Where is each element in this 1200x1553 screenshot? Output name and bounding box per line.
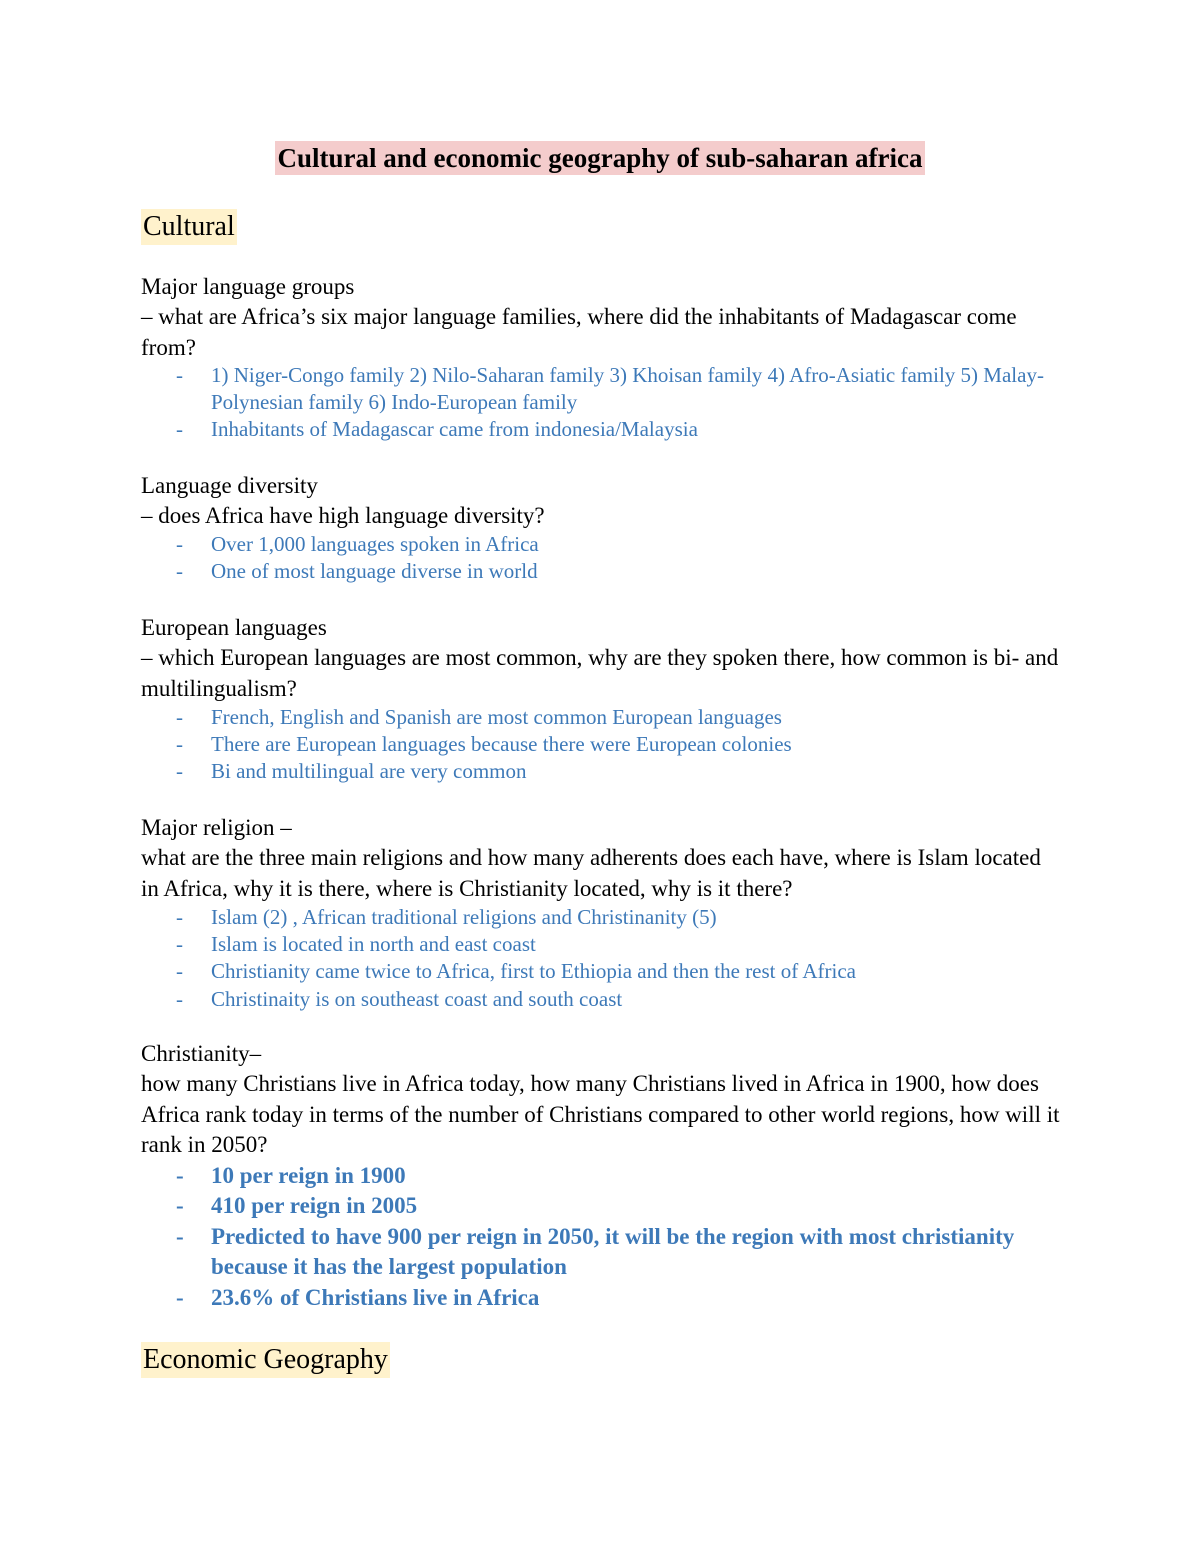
section-heading-economic-geography: Economic Geography bbox=[141, 1342, 390, 1378]
answer-item: - 10 per reign in 1900 bbox=[176, 1161, 1066, 1191]
answer-item: - Bi and multilingual are very common bbox=[176, 758, 1066, 785]
answer-list-christianity bbox=[176, 1161, 1066, 1313]
topic-heading-european-languages: European languages bbox=[141, 615, 327, 640]
topic-question-european-languages: – which European languages are most common, why are they spoken there, how common is bi- and multilingualism? bbox=[141, 645, 1059, 701]
answer-item: - Inhabitants of Madagascar came from indonesia/Malaysia bbox=[176, 416, 1066, 443]
topic-heading-language-groups: Major language groups bbox=[141, 274, 355, 299]
topic-heading-language-diversity: Language diversity bbox=[141, 473, 318, 498]
answer-item: - There are European languages because there were European colonies bbox=[176, 731, 1066, 758]
answer-item: - 410 per reign in 2005 bbox=[176, 1191, 1066, 1221]
answer-list-language-diversity bbox=[176, 531, 1066, 585]
document-title: Cultural and economic geography of sub-saharan africa bbox=[277, 143, 923, 173]
answer-item: - 23.6% of Christians live in Africa bbox=[176, 1283, 1066, 1313]
answer-item: - French, English and Spanish are most common European languages bbox=[176, 704, 1066, 731]
answer-list-major-religion bbox=[176, 904, 1066, 1013]
answer-item: - Islam is located in north and east coast bbox=[176, 931, 1066, 958]
topic-question-language-groups: – what are Africa’s six major language families, where did the inhabitants of Madagascar come from? bbox=[141, 304, 1017, 360]
answer-item: - Over 1,000 languages spoken in Africa bbox=[176, 531, 1066, 558]
answer-item: - Islam (2) , African traditional religions and Christinanity (5) bbox=[176, 904, 1066, 931]
answer-item: - One of most language diverse in world bbox=[176, 558, 1066, 585]
answer-item: - Predicted to have 900 per reign in 2050, it will be the region with most christianity because it has the largest population bbox=[176, 1222, 1066, 1283]
answer-item: - Christinaity is on southeast coast and south coast bbox=[176, 986, 1066, 1013]
topic-heading-major-religion: Major religion – bbox=[141, 815, 292, 840]
section-heading-cultural: Cultural bbox=[141, 209, 237, 245]
topic-question-language-diversity: – does Africa have high language diversity? bbox=[141, 503, 545, 528]
answer-item: - 1) Niger-Congo family 2) Nilo-Saharan family 3) Khoisan family 4) Afro-Asiatic family 5) Malay-Polynesian family 6) Indo-European family bbox=[176, 362, 1066, 416]
answer-list-language-groups bbox=[176, 362, 1066, 444]
answer-item: - Christianity came twice to Africa, first to Ethiopia and then the rest of Africa bbox=[176, 958, 1066, 985]
topic-question-christianity: how many Christians live in Africa today, how many Christians lived in Africa in 1900, how does Africa rank today in terms of the number of Christians compared to other world regions, how will it rank in 2050? bbox=[141, 1071, 1060, 1157]
topic-question-major-religion: what are the three main religions and how many adherents does each have, where is Islam located in Africa, why it is there, where is Christianity located, why is it there? bbox=[141, 845, 1041, 901]
answer-list-european-languages bbox=[176, 704, 1066, 786]
topic-heading-christianity: Christianity– bbox=[141, 1041, 262, 1066]
